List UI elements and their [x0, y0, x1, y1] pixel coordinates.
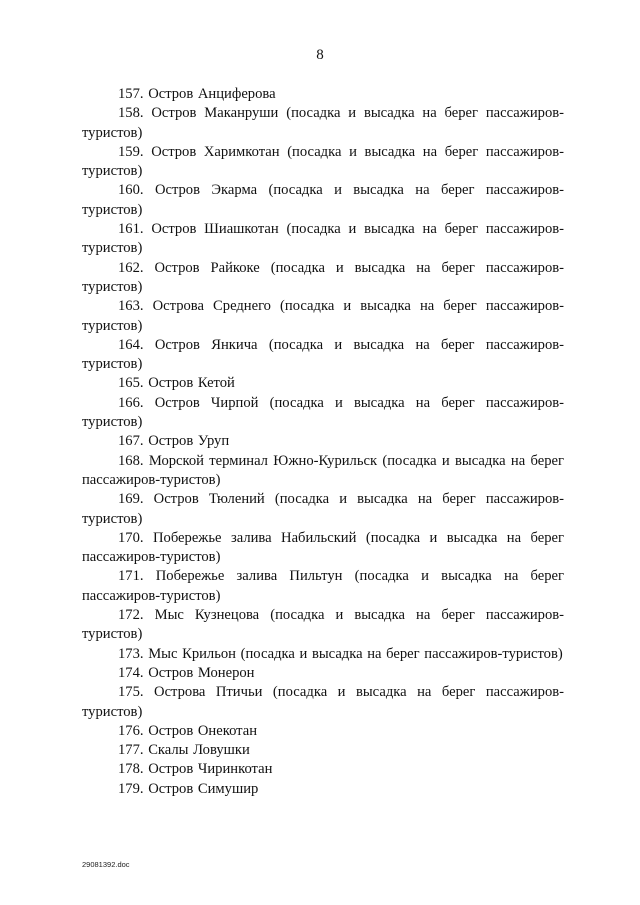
page-number: 8 [316, 47, 324, 63]
list-item: 172. Мыс Кузнецова (посадка и высадка на берег пассажиров-туристов) [82, 607, 564, 643]
list-item: 167. Остров Уруп [118, 433, 230, 450]
list-item: 177. Скалы Ловушки [118, 742, 250, 759]
list-item: 171. Побережье залива Пильтун (посадка и высадка на берег пассажиров-туристов) [82, 568, 564, 604]
list-item: 169. Остров Тюлений (посадка и высадка на берег пассажиров-туристов) [82, 491, 564, 527]
list-item: 178. Остров Чиринкотан [118, 761, 273, 778]
list-item: 161. Остров Шиашкотан (посадка и высадка на берег пассажиров-туристов) [82, 221, 564, 257]
list-item: 164. Остров Янкича (посадка и высадка на берег пассажиров-туристов) [82, 336, 564, 373]
island-list [82, 85, 564, 799]
document-filename: 29081392.doc [82, 860, 130, 869]
list-item: 170. Побережье залива Набильский (посадка и высадка на берег пассажиров-туристов) [82, 529, 564, 566]
list-item: 166. Остров Чирпой (посадка и высадка на берег пассажиров-туристов) [82, 394, 564, 431]
list-item: 158. Остров Маканруши (посадка и высадка на берег пассажиров-туристов) [82, 105, 564, 141]
list-item: 168. Морской терминал Южно-Курильск (посадка и высадка на берег пассажиров-туристов) [82, 452, 564, 488]
list-item: 159. Остров Харимкотан (посадка и высадка на берег пассажиров-туристов) [82, 143, 564, 180]
list-item: 175. Острова Птичьи (посадка и высадка на берег пассажиров-туристов) [82, 684, 564, 720]
list-item: 165. Остров Кетой [118, 375, 235, 392]
list-item: 163. Острова Среднего (посадка и высадка на берег пассажиров-туристов) [82, 298, 564, 334]
list-item: 174. Остров Монерон [118, 664, 255, 681]
list-item: 176. Остров Онекотан [118, 722, 258, 739]
list-item: 173. Мыс Крильон (посадка и высадка на берег пассажиров-туристов) [118, 645, 563, 662]
list-item: 162. Остров Райкоке (посадка и высадка на берег пассажиров-туристов) [82, 259, 564, 295]
list-item: 157. Остров Анциферова [118, 86, 276, 102]
list-item: 160. Остров Экарма (посадка и высадка на берег пассажиров-туристов) [82, 182, 564, 218]
list-item: 179. Остров Симушир [118, 780, 259, 797]
